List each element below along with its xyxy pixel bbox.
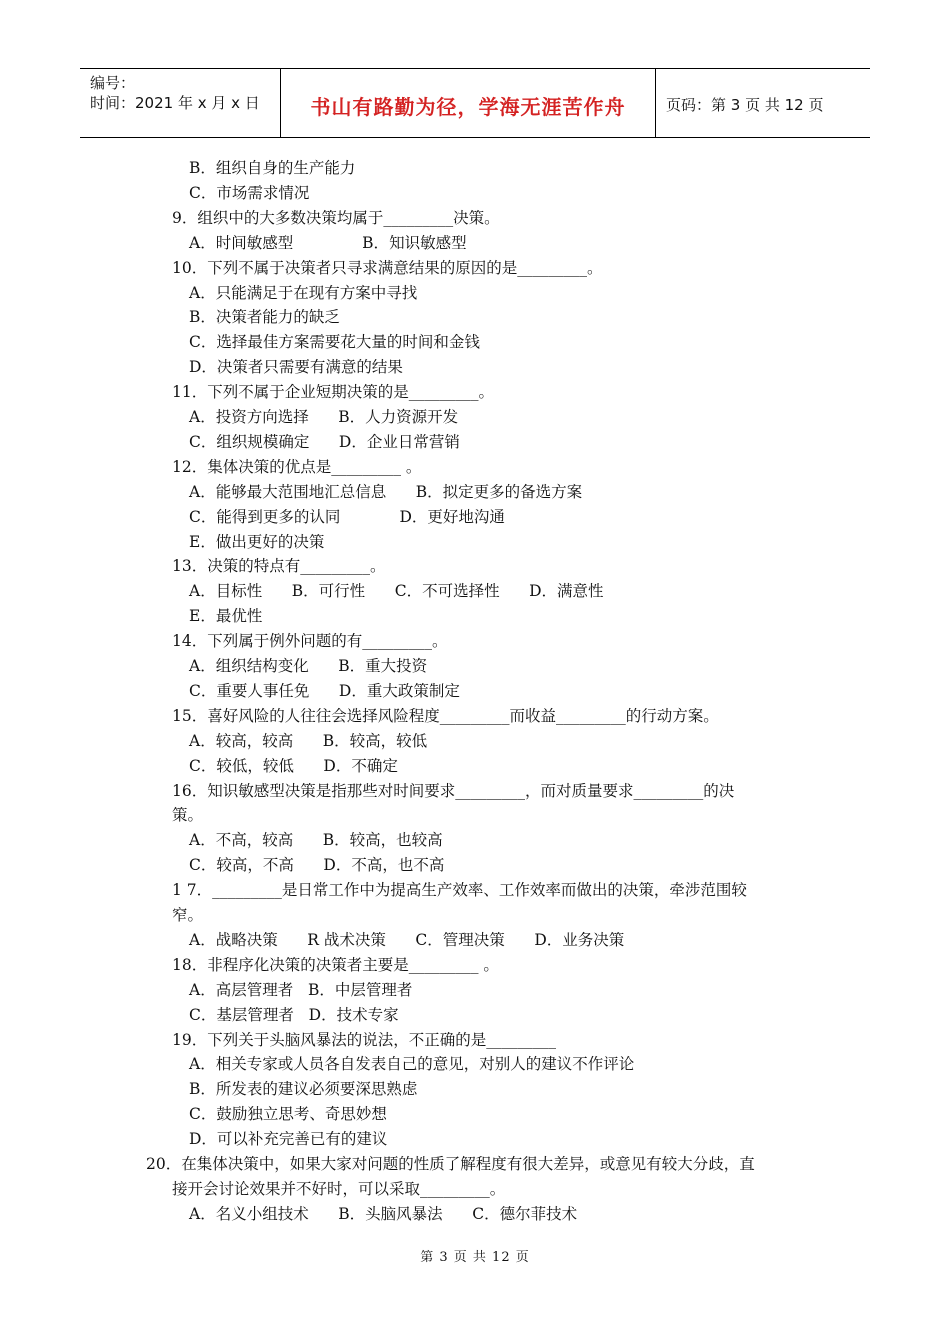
answer-option-line: A．不高，较高 B．较高，也较高 bbox=[189, 831, 443, 850]
answer-option-line: C．重要人事任免 D．重大政策制定 bbox=[189, 681, 460, 700]
answer-option-line: D．决策者只需要有满意的结果 bbox=[189, 358, 403, 377]
answer-option-line: C．较低，较低 D．不确定 bbox=[189, 756, 398, 775]
answer-option-line: A．组织结构变化 B．重大投资 bbox=[189, 657, 428, 675]
answer-option-line: A．投资方向选择 B．人力资源开发 bbox=[189, 408, 459, 426]
question-line: 19．下列关于头脑风暴法的说法，不正确的是_________ bbox=[172, 1030, 556, 1049]
answer-option-line: B．组织自身的生产能力 bbox=[189, 159, 356, 177]
answer-option-line: D．可以补充完善已有的建议 bbox=[189, 1130, 388, 1149]
header-page-cell bbox=[656, 69, 870, 137]
question-line: 20．在集体决策中，如果大家对问题的性质了解程度有很大差异，或意见有较大分歧，直 bbox=[146, 1155, 755, 1173]
answer-option-line: A．战略决策 R 战术决策 C．管理决策 D．业务决策 bbox=[189, 930, 625, 949]
answer-option-line: C．基层管理者 D．技术专家 bbox=[189, 1005, 399, 1024]
question-continuation: 接开会讨论效果并不好时，可以采取_________。 bbox=[172, 1179, 506, 1198]
question-line: 16．知识敏感型决策是指那些对时间要求_________，而对质量要求_________的决 bbox=[172, 781, 735, 800]
document-date-label: 时间：2021 年 x 月 x 日 bbox=[90, 94, 260, 112]
header-motto: 书山有路勤为径，学海无涯苦作舟 bbox=[310, 95, 626, 119]
header-motto-cell bbox=[280, 69, 656, 137]
answer-option-line: C．鼓励独立思考、奇思妙想 bbox=[189, 1105, 387, 1124]
answer-option-line: C．能得到更多的认同 D．更好地沟通 bbox=[189, 507, 505, 526]
answer-option-line: A．较高，较高 B．较高，较低 bbox=[189, 731, 428, 750]
question-line: 1 7．_________是日常工作中为提高生产效率、工作效率而做出的决策，牵涉范围较 bbox=[172, 881, 747, 900]
answer-option-line: A．高层管理者 B．中层管理者 bbox=[189, 980, 413, 999]
question-line: 9．组织中的大多数决策均属于_________决策。 bbox=[172, 208, 500, 227]
question-line: 10．下列不属于决策者只寻求满意结果的原因的是_________。 bbox=[172, 258, 603, 277]
answer-option-line: C．组织规模确定 D．企业日常营销 bbox=[189, 432, 460, 451]
question-line: 14．下列属于例外问题的有_________。 bbox=[172, 632, 448, 651]
page-header bbox=[80, 68, 870, 138]
answer-option-line: C．选择最佳方案需要花大量的时间和金钱 bbox=[189, 333, 480, 352]
answer-option-line: A．只能满足于在现有方案中寻找 bbox=[189, 283, 418, 302]
answer-option-line: B．决策者能力的缺乏 bbox=[189, 308, 340, 327]
question-line: 13．决策的特点有_________。 bbox=[172, 557, 386, 576]
answer-option-line: A．相关专家或人员各自发表自己的意见，对别人的建议不作评论 bbox=[189, 1055, 635, 1074]
question-line: 12．集体决策的优点是_________ 。 bbox=[172, 457, 422, 476]
question-continuation: 窄。 bbox=[172, 906, 204, 924]
question-continuation: 策。 bbox=[172, 806, 204, 825]
answer-option-line: A．能够最大范围地汇总信息 B．拟定更多的备选方案 bbox=[189, 482, 583, 501]
question-line: 18．非程序化决策的决策者主要是_________ 。 bbox=[172, 955, 499, 974]
answer-option-line: C．较高，不高 D．不高，也不高 bbox=[189, 856, 445, 875]
header-meta-cell bbox=[80, 69, 280, 137]
answer-option-line: A．名义小组技术 B．头脑风暴法 C．德尔菲技术 bbox=[189, 1204, 578, 1223]
document-number-label: 编号： bbox=[90, 74, 136, 92]
question-line: 11．下列不属于企业短期决策的是_________。 bbox=[172, 383, 494, 402]
answer-option-line: B．所发表的建议必须要深思熟虑 bbox=[189, 1080, 418, 1099]
page-footer: 第 3 页 共 12 页 bbox=[420, 1250, 530, 1265]
answer-option-line: E．最优性 bbox=[189, 607, 263, 626]
answer-option-line: C．市场需求情况 bbox=[189, 183, 310, 202]
answer-option-line: E．做出更好的决策 bbox=[189, 532, 325, 551]
header-page-info: 页码：第 3 页 共 12 页 bbox=[666, 96, 824, 114]
answer-option-line: A．目标性 B．可行性 C．不可选择性 D．满意性 bbox=[189, 582, 604, 601]
question-line: 15．喜好风险的人往往会选择风险程度_________而收益_________的行动方案。 bbox=[172, 706, 719, 725]
answer-option-line: A．时间敏感型 B．知识敏感型 bbox=[189, 233, 467, 252]
